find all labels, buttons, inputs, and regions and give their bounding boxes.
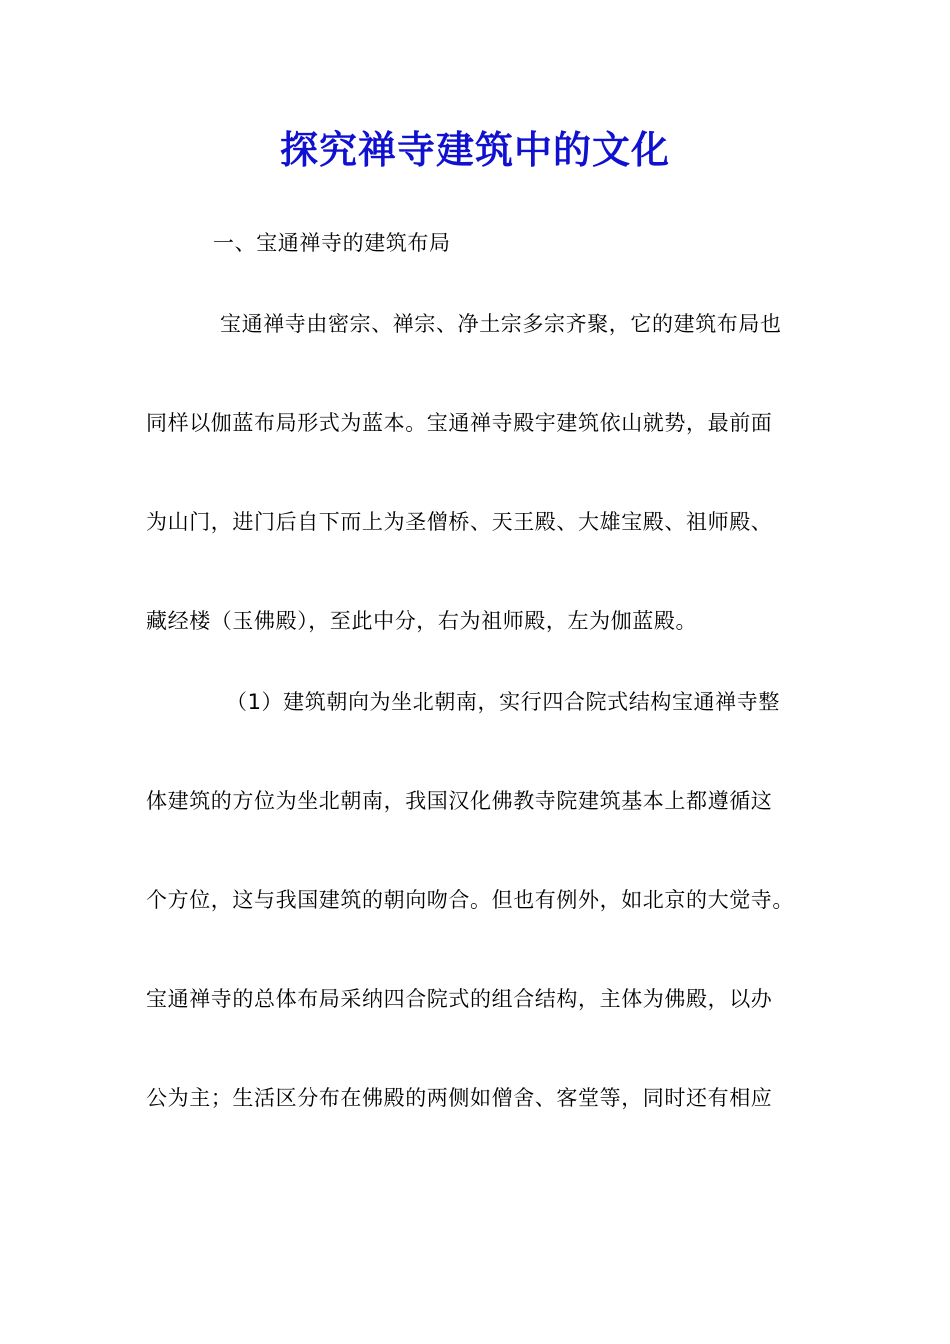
paragraph-line: 宝通禅寺的总体布局采纳四合院式的组合结构，主体为佛殿，以办 <box>146 987 773 1011</box>
paragraph-line: 为山门，进门后自下而上为圣僧桥、天王殿、大雄宝殿、祖师殿、 <box>146 510 773 534</box>
section-heading: 一、宝通禅寺的建筑布局 <box>213 231 451 255</box>
paragraph-line: 同样以伽蓝布局形式为蓝本。宝通禅寺殿宇建筑依山就势，最前面 <box>146 411 773 435</box>
paragraph-line: 宝通禅寺由密宗、禅宗、净土宗多宗齐聚，它的建筑布局也 <box>220 312 782 336</box>
paragraph-line: 个方位，这与我国建筑的朝向吻合。但也有例外，如北京的大觉寺。 <box>146 888 794 912</box>
paragraph-line: 体建筑的方位为坐北朝南，我国汉化佛教寺院建筑基本上都遵循这 <box>146 789 773 813</box>
paragraph-line: （1）建筑朝向为坐北朝南，实行四合院式结构宝通禅寺整 <box>226 690 780 714</box>
document-title: 探究禅寺建筑中的文化 <box>279 127 670 172</box>
paragraph-line: 公为主；生活区分布在佛殿的两侧如僧舍、客堂等，同时还有相应 <box>146 1086 773 1110</box>
paragraph-line: 藏经楼（玉佛殿），至此中分，右为祖师殿，左为伽蓝殿。 <box>146 609 698 633</box>
